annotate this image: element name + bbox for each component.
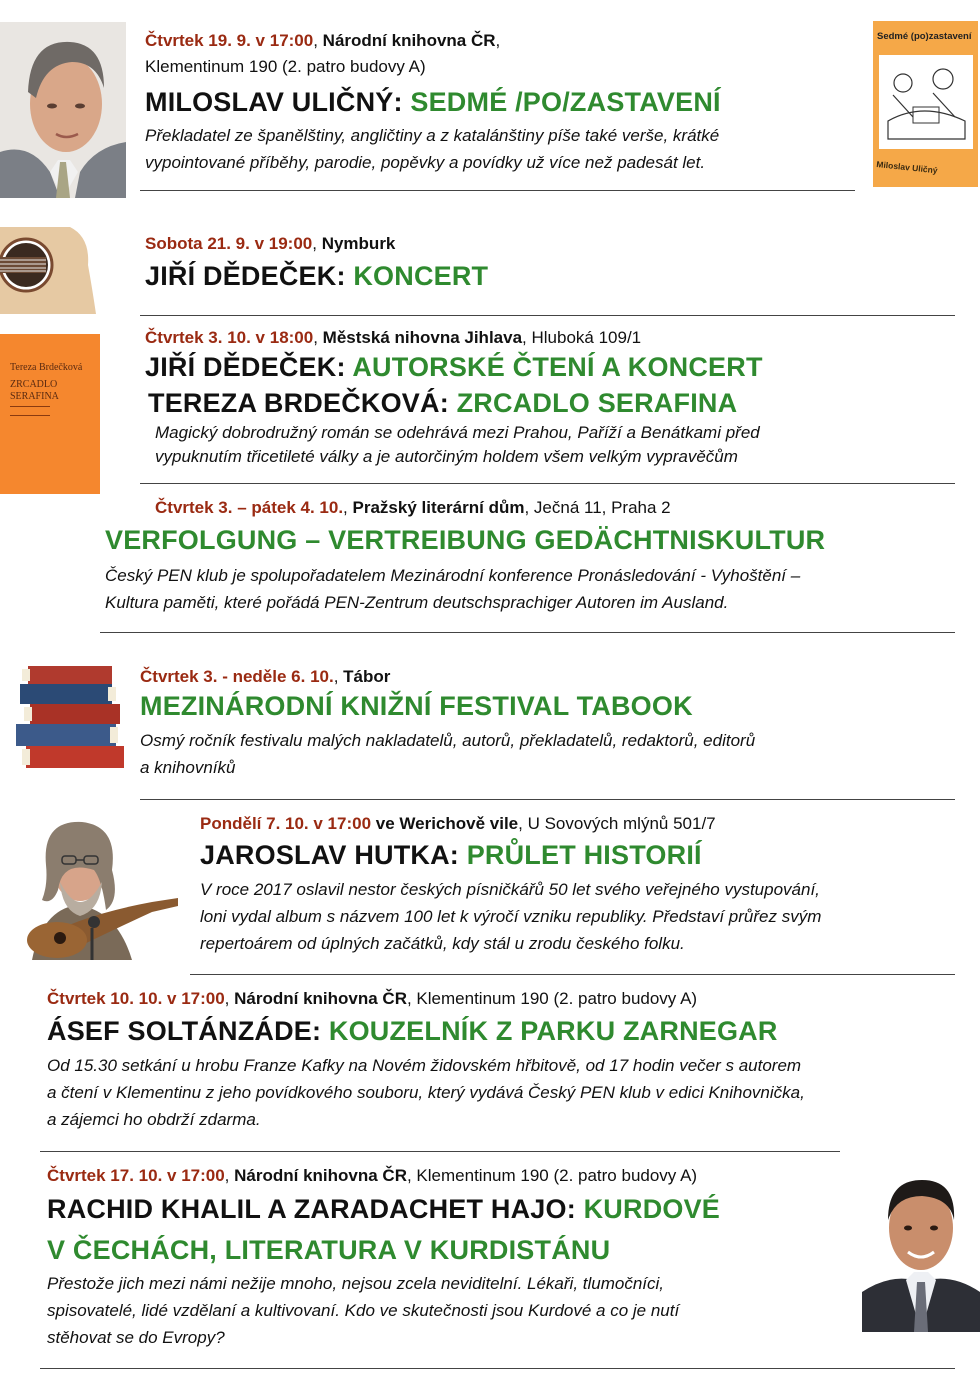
- event-1-address: Klementinum 190 (2. patro budovy A): [145, 57, 426, 76]
- event-8-date-line: Čtvrtek 17. 10. v 17:00, Národní knihovna ČR, Klementinum 190 (2. patro budovy A): [47, 1166, 698, 1185]
- book-cover-sedme-pozastaveni: [873, 21, 978, 187]
- book-stack-image: [12, 662, 128, 776]
- event-6-date-line: Pondělí 7. 10. v 17:00 ve Werichově vile, U Sovových mlýnů 501/7: [200, 814, 716, 833]
- event-7-description: Od 15.30 setkání u hrobu Franze Kafky na Novém židovském hřbitově, od 17 hodin večer s autorem a čtení v Klementinu z jeho povídkového souboru, který vydává Český PEN klub v edici Knihovnička, a zájemci ho obdrží zdarma.: [47, 1056, 805, 1129]
- divider: [40, 1151, 840, 1152]
- event-8-venue: Národní knihovna ČR: [234, 1166, 407, 1185]
- event-8-date: Čtvrtek 17. 10. v 17:00: [47, 1166, 225, 1185]
- event-4-date: Čtvrtek 3. – pátek 4. 10.: [155, 498, 344, 517]
- event-8-description: Přestože jich mezi námi nežije mnoho, nejsou zcela neviditelní. Lékaři, tlumočníci, spisovatelé, lidé vzdělaní a kultivovaní. Kdo ve skutečnosti jsou Kurdové a co je nutí stěhovat se do Evropy?: [47, 1274, 680, 1347]
- book-title: Sedmé (po)zastavení: [877, 31, 972, 42]
- event-2-date-line: Sobota 21. 9. v 19:00, Nymburk: [145, 234, 396, 253]
- event-8-title-2: V ČECHÁCH, LITERATURA V KURDISTÁNU: [47, 1235, 611, 1265]
- event-7-date-line: Čtvrtek 10. 10. v 17:00, Národní knihovna ČR, Klementinum 190 (2. patro budovy A): [47, 989, 698, 1008]
- event-6-description: V roce 2017 oslavil nestor českých písničkářů 50 let svého veřejného vystupování, loni vydal album s názvem 100 let k výročí vzniku republiky. Představí průřez svým repertoárem od úplných začátků, kdy stál u zrodu českého folku.: [200, 880, 822, 953]
- event-3-venue: Městská nihovna Jihlava: [322, 328, 523, 347]
- event-3-date-line: Čtvrtek 3. 10. v 18:00, Městská nihovna Jihlava, Hluboká 109/1: [145, 328, 642, 347]
- event-5-venue: Tábor: [343, 667, 391, 686]
- event-4-title: VERFOLGUNG – VERTREIBUNG GEDÄCHTNISKULTUR: [105, 525, 826, 555]
- event-4-date-line: Čtvrtek 3. – pátek 4. 10., Pražský literární dům, Ječná 11, Praha 2: [155, 498, 671, 517]
- event-6-title: JAROSLAV HUTKA: PRŮLET HISTORIÍ: [200, 840, 702, 870]
- event-7-title: ÁSEF SOLTÁNZÁDE: KOUZELNÍK Z PARKU ZARNEGAR: [47, 1016, 778, 1046]
- divider: [140, 483, 955, 484]
- event-5-description: Osmý ročník festivalu malých nakladatelů, autorů, překladatelů, redaktorů, editorů a knihovníků: [140, 731, 756, 777]
- portrait-rachid-khalil: [862, 1162, 980, 1332]
- event-2-venue: Nymburk: [321, 234, 396, 253]
- book-author: Miloslav Uličný: [875, 159, 939, 176]
- event-1-title: MILOSLAV ULIČNÝ: SEDMÉ /PO/ZASTAVENÍ: [145, 87, 721, 117]
- event-3-title-2: TEREZA BRDEČKOVÁ: ZRCADLO SERAFINA: [148, 388, 738, 418]
- book-author: Tereza Brdečková: [10, 362, 83, 373]
- event-5-title: MEZINÁRODNÍ KNIŽNÍ FESTIVAL TABOOK: [140, 691, 693, 721]
- event-7-venue: Národní knihovna ČR: [234, 989, 407, 1008]
- event-6-date: Pondělí 7. 10. v 17:00: [200, 814, 372, 833]
- divider: [140, 799, 955, 800]
- event-4-description: Český PEN klub je spolupořadatelem Mezinárodní konference Pronásledování - Vyhoštění – Kultura paměti, které pořádá PEN-Zentrum deutschsprachiger Autoren im Ausland.: [105, 566, 801, 612]
- event-1-description: Překladatel ze španělštiny, angličtiny a z katalánštiny píše také verše, krátké vypointované příběhy, parodie, popěvky a povídky už více než padesát let.: [145, 126, 720, 172]
- event-1-venue: Národní knihovna ČR: [322, 31, 496, 50]
- divider: [40, 1368, 955, 1369]
- event-2-date: Sobota 21. 9. v 19:00: [145, 234, 313, 253]
- event-3-title-1: JIŘÍ DĚDEČEK: AUTORSKÉ ČTENÍ A KONCERT: [145, 352, 763, 382]
- book-title-2: SERAFINA: [10, 391, 59, 402]
- event-4-venue: Pražský literární dům: [352, 498, 525, 517]
- event-8-title-1: RACHID KHALIL A ZARADACHET HAJO: KURDOVÉ: [47, 1194, 721, 1224]
- event-6-venue: ve Werichově vile: [375, 814, 519, 833]
- event-3-description: Magický dobrodružný román se odehrává mezi Prahou, Paříží a Benátkami před vypuknutím třicetileté války a je autorčiným holdem všem velkým vypravěčům: [155, 423, 760, 466]
- portrait-miloslav-ulicny: [0, 22, 126, 198]
- event-7-date: Čtvrtek 10. 10. v 17:00: [47, 989, 225, 1008]
- divider: [190, 974, 955, 975]
- divider: [100, 632, 955, 633]
- divider: [140, 315, 955, 316]
- book-title-1: ZRCADLO: [10, 379, 58, 390]
- guitar-image: [0, 227, 100, 314]
- event-2-title: JIŘÍ DĚDEČEK: KONCERT: [145, 261, 489, 291]
- portrait-jaroslav-hutka: [2, 810, 185, 960]
- divider: [140, 190, 855, 191]
- book-cover-zrcadlo-serafina: [0, 334, 100, 494]
- event-1-date: Čtvrtek 19. 9. v 17:00: [145, 31, 314, 50]
- event-5-date-line: Čtvrtek 3. - neděle 6. 10., Tábor: [140, 667, 391, 686]
- book-ornament: [10, 406, 50, 416]
- event-5-date: Čtvrtek 3. - neděle 6. 10.: [140, 667, 334, 686]
- event-1-date-line: Čtvrtek 19. 9. v 17:00, Národní knihovna ČR,: [145, 31, 501, 50]
- event-3-date: Čtvrtek 3. 10. v 18:00: [145, 328, 314, 347]
